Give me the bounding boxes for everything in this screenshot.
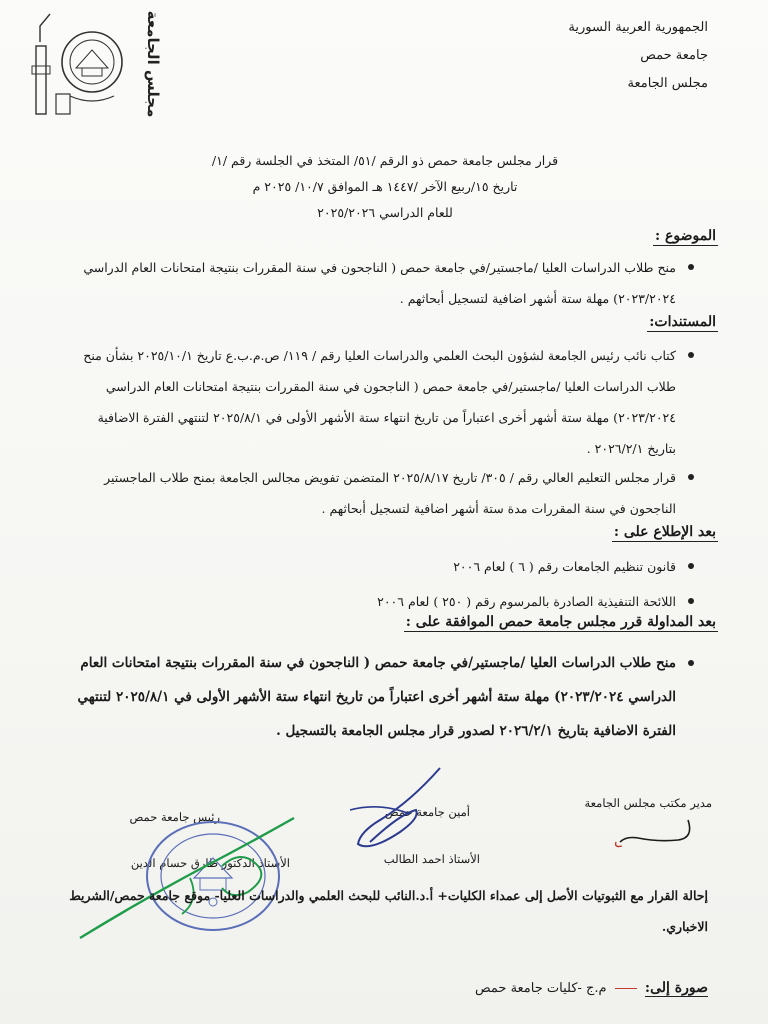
review-item-2-text: اللائحة التنفيذية الصادرة بالمرسوم رقم ( ٢٥٠ ) لعام ٢٠٠٦ — [377, 594, 676, 609]
bullet-icon — [688, 352, 694, 358]
president-title: رئيس جامعة حمص — [129, 810, 220, 824]
decree-title-block — [150, 148, 620, 226]
document-item-2-text: قرار مجلس التعليم العالي رقم / ٣٠٥/ تاريخ ٢٠٢٥/٨/١٧ المتضمن تفويض مجالس الجامعة بمنح طلاب الماجستير الناجحون في سنة المقررات مدة ستة أشهر اضافية لتسجيل أبحاثهم . — [104, 470, 676, 516]
subject-text: منح طلاب الدراسات العليا /ماجستير/في جامعة حمص ( الناجحون في سنة المقررات بنتيجة امتحانات العام الدراسي ٢٠٢٣/٢٠٢٤) مهلة ستة أشهر اضافية لتسجيل أبحاثهم . — [83, 260, 676, 306]
letterhead-country: الجمهورية العربية السورية — [568, 20, 708, 35]
office-director-title: مدير مكتب مجلس الجامعة — [584, 796, 712, 810]
document-item-1 — [66, 340, 676, 464]
review-heading: بعد الإطلاع على : — [613, 524, 716, 540]
secretary-title: أمين جامعة حمص — [384, 805, 470, 819]
president-name: الأستاذ الدكتور طارق حسام الدين — [130, 856, 290, 870]
copy-to-label: صورة إلى: — [644, 980, 708, 996]
subject-paragraph — [56, 252, 676, 314]
document-item-2 — [66, 462, 676, 524]
decision-paragraph — [56, 646, 676, 748]
bullet-icon — [688, 264, 694, 270]
review-item-2 — [116, 586, 676, 617]
red-pen-mark — [615, 988, 637, 989]
university-emblem-logo — [30, 6, 160, 116]
secretary-name: الأستاذ احمد الطالب — [383, 852, 480, 866]
bullet-icon — [688, 563, 694, 569]
document-item-1-text: كتاب نائب رئيس الجامعة لشؤون البحث العلمي والدراسات العليا رقم / ١١٩/ ص.م.ب.ع تاريخ ٢٠٢٥/١٠/١ بشأن منح طلاب الدراسات العليا /ماجستير/في جامعة حمص ( الناجحون في سنة المقررات بنتيجة امتحانات العام الدراسي ٢٠٢٣/٢٠٢٤) مهلة ستة أشهر أخرى اعتباراً من تاريخ انتهاء ستة الأشهر الأولى في ٢٠٢٥/٨/١ لتنتهي الفترة الاضافية بتاريخ ٢٠٢٦/٢/١ . — [83, 348, 676, 456]
office-director-signature — [608, 812, 698, 852]
letterhead-university: جامعة حمص — [640, 48, 708, 63]
referral-paragraph: إحالة القرار مع الثبوتيات الأصل إلى عمداء الكليات+ أ.د.النائب للبحث العلمي والدراسات العليا- موقع جامعة حمص/الشريط الاخباري. — [69, 888, 708, 934]
subject-heading: الموضوع : — [655, 228, 716, 244]
emblem-text: مجلس الجامعة — [144, 10, 162, 118]
review-item-1 — [116, 551, 676, 582]
copy-to-text: م.ج -كليات جامعة حمص — [474, 981, 607, 996]
letterhead — [568, 14, 708, 98]
secretary-signature — [340, 762, 460, 862]
copy-to-line — [475, 980, 708, 996]
decree-academic-year: للعام الدراسي ٢٠٢٥/٢٠٢٦ — [317, 205, 453, 220]
decree-title: قرار مجلس جامعة حمص ذو الرقم /٥١/ المتخذ في الجلسة رقم /١/ — [211, 153, 559, 168]
bullet-icon — [688, 598, 694, 604]
review-item-1-text: قانون تنظيم الجامعات رقم ( ٦ ) لعام ٢٠٠٦ — [453, 559, 676, 574]
letterhead-council: مجلس الجامعة — [627, 76, 708, 91]
bullet-icon — [688, 474, 694, 480]
decision-text: منح طلاب الدراسات العليا /ماجستير/في جامعة حمص ( الناجحون في سنة المقررات بنتيجة امتحانات العام الدراسي ٢٠٢٣/٢٠٢٤) مهلة ستة أشهر أخرى اعتباراً من تاريخ انتهاء ستة الأشهر الأولى في ٢٠٢٥/٨/١ لتنتهي الفترة الاضافية بتاريخ ٢٠٢٦/٢/١ لصدور قرار مجلس الجامعة بالتسجيل . — [77, 655, 676, 739]
decree-date: تاريخ ١٥/ربيع الآخر /١٤٤٧ هـ الموافق ١٠/٧/ ٢٠٢٥ م — [252, 179, 518, 194]
bullet-icon — [688, 660, 694, 666]
documents-heading: المستندات: — [649, 314, 716, 330]
decision-heading: بعد المداولة قرر مجلس جامعة حمص الموافقة على : — [405, 614, 716, 630]
